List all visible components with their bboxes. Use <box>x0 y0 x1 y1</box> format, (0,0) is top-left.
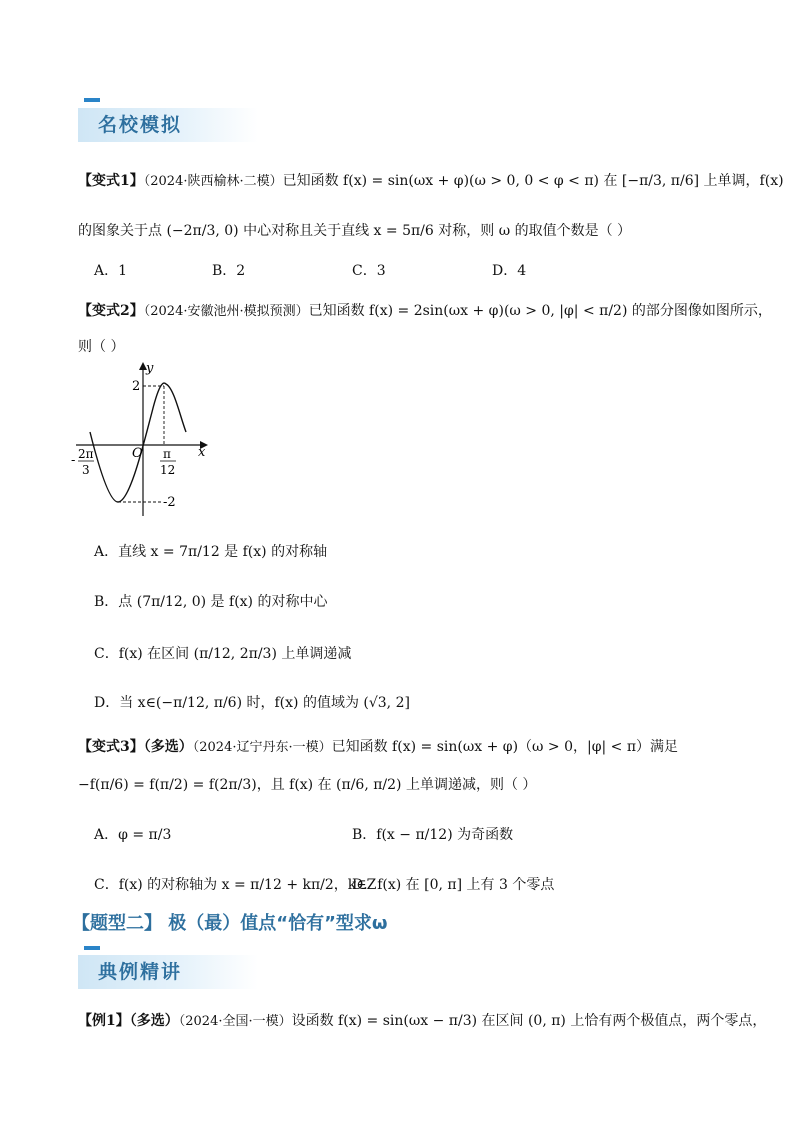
q1-tag: 【变式1】 <box>78 173 144 189</box>
q2-function-graph <box>68 360 218 520</box>
q1-option-b: B．2 <box>212 263 246 279</box>
section-title: 名校模拟 <box>98 114 183 136</box>
x-right-num: π <box>163 447 171 461</box>
ex1-tag: 【例1】 <box>78 1013 130 1029</box>
q1-line1 <box>78 170 784 190</box>
ex1-line1 <box>78 1010 766 1030</box>
q3-option-a: A．φ = π/3 <box>94 827 172 843</box>
q1-option-c: C．3 <box>352 263 386 279</box>
q1-stem-2: 的图象关于点 (−2π/3, 0) 中心对称且关于直线 x = 5π/6 对称，则 ω 的取值个数是（ ） <box>78 223 632 239</box>
banner-accent-bar-2 <box>84 946 100 950</box>
question-type-heading: 【题型二】 极（最）值点“恰有”型求ω <box>72 913 388 934</box>
q2-stem-1: 已知函数 f(x) = 2sin(ωx + φ)(ω > 0, |φ| < π/2) 的部分图像如图所示， <box>308 303 772 319</box>
q3-option-d: D．f(x) 在 [0, π] 上有 3 个零点 <box>352 877 555 893</box>
q3-option-b: B．f(x − π/12) 为奇函数 <box>352 827 514 843</box>
section-title-2: 典例精讲 <box>98 961 183 983</box>
q1-source: （2024·陕西榆林·二模） <box>143 174 283 189</box>
q2-option-b: B．点 (7π/12, 0) 是 f(x) 的对称中心 <box>94 594 328 610</box>
x-right-den: 12 <box>160 463 176 477</box>
q2-option-c: C．f(x) 在区间 (π/12, 2π/3) 上单调递减 <box>94 646 352 662</box>
q3-stem-2: −f(π/6) = f(π/2) = f(2π/3)，且 f(x) 在 (π/6, π/2) 上单调递减，则（ ） <box>78 777 537 793</box>
origin-label: O <box>132 446 143 461</box>
x-axis-label: x <box>198 445 206 460</box>
q2-option-d: D．当 x∈(−π/12, π/6) 时，f(x) 的值域为 (√3, 2] <box>94 695 410 711</box>
sine-curve <box>90 383 186 502</box>
q3-stem-1: 已知函数 f(x) = sin(ωx + φ)（ω > 0，|φ| < π）满足 <box>331 739 679 755</box>
q2-line2 <box>78 336 124 356</box>
q3-option-c: C．f(x) 的对称轴为 x = π/12 + kπ/2，k∈Z <box>94 877 377 893</box>
q3-multi: （多选） <box>143 739 193 755</box>
ex1-source: （2024·全国·一模） <box>178 1014 292 1029</box>
q3-line2 <box>78 774 536 794</box>
q1-line2 <box>78 220 631 240</box>
section-banner-mingxiao <box>78 108 258 142</box>
x-left-sign: - <box>71 453 76 468</box>
section-banner-dianli <box>78 955 258 989</box>
x-left-den: 3 <box>82 463 90 477</box>
y-axis-label: y <box>146 361 154 376</box>
ex1-multi: （多选） <box>129 1013 179 1029</box>
q3-line1 <box>78 736 678 756</box>
q2-stem-2: 则（ ） <box>78 339 125 355</box>
x-left-num: 2π <box>78 447 94 461</box>
q2-line1 <box>78 300 772 320</box>
banner-accent-bar <box>84 98 100 102</box>
q2-source: （2024·安徽池州·模拟预测） <box>143 304 309 319</box>
q2-tag: 【变式2】 <box>78 303 144 319</box>
q3-tag: 【变式3】 <box>78 739 144 755</box>
q3-source: （2024·辽宁丹东·一模） <box>192 740 332 755</box>
q1-stem-1: 已知函数 f(x) = sin(ωx + φ)(ω > 0, 0 < φ < π) 在 [−π/3, π/6] 上单调，f(x) <box>282 173 784 189</box>
q1-option-d: D．4 <box>492 263 527 279</box>
y-min-label: -2 <box>163 495 176 510</box>
q2-option-a: A．直线 x = 7π/12 是 f(x) 的对称轴 <box>94 544 328 560</box>
q1-option-a: A．1 <box>94 263 128 279</box>
ex1-stem-1: 设函数 f(x) = sin(ωx − π/3) 在区间 (0, π) 上恰有两个极值点，两个零点， <box>291 1013 767 1029</box>
y-max-label: 2 <box>132 379 141 394</box>
